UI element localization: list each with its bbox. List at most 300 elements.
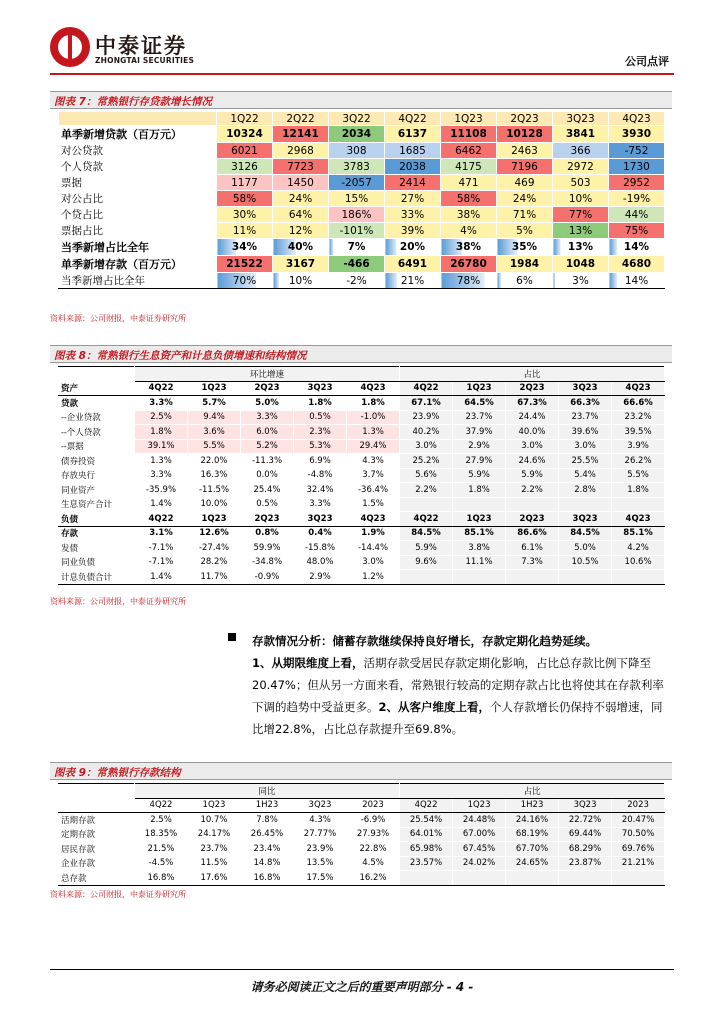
data-cell: 10.0% <box>188 497 241 512</box>
data-cell: 1685 <box>385 143 441 159</box>
row-label: 存放央行 <box>59 468 135 483</box>
data-cell: 7723 <box>273 159 329 175</box>
data-cell: 22.8% <box>347 842 400 857</box>
data-cell: 34% <box>217 239 273 256</box>
data-cell: 5.0% <box>241 396 294 411</box>
data-cell: 4Q22 <box>135 798 188 813</box>
data-cell: 67.00% <box>453 827 506 842</box>
row-label: 负债 <box>59 512 135 527</box>
data-cell: 10% <box>273 273 329 289</box>
data-cell: 469 <box>497 175 553 191</box>
data-cell: 3Q23 <box>294 381 347 396</box>
data-cell: -11.3% <box>241 454 294 469</box>
data-cell <box>506 570 559 585</box>
data-cell: 4Q23 <box>612 381 665 396</box>
data-cell: 4Q23 <box>347 381 400 396</box>
data-cell: 2034 <box>329 126 385 143</box>
data-cell: 20.47% <box>612 813 665 828</box>
data-cell: 58% <box>217 191 273 207</box>
data-cell: -0.9% <box>241 570 294 585</box>
data-cell: 6.9% <box>294 454 347 469</box>
data-cell: 3930 <box>609 126 665 143</box>
data-cell: 4Q22 <box>135 512 188 527</box>
data-cell: -752 <box>609 143 665 159</box>
data-cell: 85.1% <box>453 526 506 541</box>
data-cell: 16.2% <box>347 871 400 886</box>
table-row <box>59 126 665 143</box>
data-cell: -19% <box>609 191 665 207</box>
data-cell: 3Q23 <box>294 512 347 527</box>
data-cell: 2968 <box>273 143 329 159</box>
data-cell: 23.7% <box>188 842 241 857</box>
data-cell: 3.3% <box>241 410 294 425</box>
table-row <box>59 239 665 256</box>
data-cell: -7.1% <box>135 541 188 556</box>
data-cell: 86.6% <box>506 526 559 541</box>
data-cell: 26.2% <box>612 454 665 469</box>
group-right-header: 占比 <box>400 367 665 382</box>
table-row <box>59 223 665 239</box>
data-cell: 23.7% <box>453 410 506 425</box>
table-row <box>59 191 665 207</box>
data-cell: -6.9% <box>347 813 400 828</box>
data-cell: -466 <box>329 256 385 273</box>
table-row <box>59 396 665 411</box>
data-cell: 4.2% <box>612 541 665 556</box>
data-cell: 4175 <box>441 159 497 175</box>
data-cell: 66.3% <box>559 396 612 411</box>
row-label: 生息资产合计 <box>59 497 135 512</box>
data-cell: 21.21% <box>612 856 665 871</box>
data-cell: 33% <box>385 207 441 223</box>
data-cell: 3167 <box>273 256 329 273</box>
data-cell: 84.5% <box>559 526 612 541</box>
data-cell: 3.7% <box>347 468 400 483</box>
data-cell: 1H23 <box>506 798 559 813</box>
row-label: 单季新增存款（百万元） <box>59 256 217 273</box>
table-row <box>59 256 665 273</box>
data-cell: 3841 <box>553 126 609 143</box>
data-cell: 10324 <box>217 126 273 143</box>
data-cell: 77% <box>553 207 609 223</box>
data-cell: 7.8% <box>241 813 294 828</box>
analysis-point-2-heading: 2、从客户维度上看， <box>378 700 491 714</box>
data-cell: 30% <box>217 207 273 223</box>
data-cell: 23.7% <box>559 410 612 425</box>
data-cell <box>453 497 506 512</box>
data-cell: 5.9% <box>400 541 453 556</box>
table-row <box>59 425 665 440</box>
data-cell: 14.8% <box>241 856 294 871</box>
data-cell: 2.2% <box>506 483 559 498</box>
data-cell: 67.45% <box>453 842 506 857</box>
data-cell: 3.0% <box>400 439 453 454</box>
data-cell: 39.1% <box>135 439 188 454</box>
data-cell: 1984 <box>497 256 553 273</box>
data-cell: 23.2% <box>612 410 665 425</box>
data-cell: 6491 <box>385 256 441 273</box>
data-cell: 12141 <box>273 126 329 143</box>
data-cell <box>400 871 453 886</box>
data-cell: 366 <box>553 143 609 159</box>
data-cell: 7.3% <box>506 555 559 570</box>
data-cell: 64% <box>273 207 329 223</box>
table-header-row <box>59 112 665 126</box>
table-row <box>59 454 665 469</box>
data-cell: 2038 <box>385 159 441 175</box>
data-cell: 0.5% <box>241 497 294 512</box>
data-cell: 5.6% <box>400 468 453 483</box>
data-cell: 3.6% <box>188 425 241 440</box>
row-label: 发债 <box>59 541 135 556</box>
data-cell: 2023 <box>612 798 665 813</box>
table-row <box>59 468 665 483</box>
data-cell: 11.1% <box>453 555 506 570</box>
row-label: 个人贷款 <box>59 159 217 175</box>
data-cell: 16.8% <box>135 871 188 886</box>
data-cell: 5.3% <box>294 439 347 454</box>
column-header-row <box>59 798 665 813</box>
analysis-lead: 存款情况分析：储蓄存款继续保持良好增长，存款定期化趋势延续。 <box>252 634 597 648</box>
group-right-header: 占比 <box>400 784 665 799</box>
data-cell: 6.1% <box>506 541 559 556</box>
data-cell: 2Q23 <box>241 512 294 527</box>
data-cell: 14% <box>609 273 665 289</box>
data-cell: 17.6% <box>188 871 241 886</box>
data-cell: 4Q23 <box>612 512 665 527</box>
data-cell: 5.0% <box>559 541 612 556</box>
table-row <box>59 273 665 289</box>
data-cell: 2.5% <box>135 813 188 828</box>
data-cell: 4.5% <box>347 856 400 871</box>
table-row <box>59 827 665 842</box>
data-cell: 3Q23 <box>559 381 612 396</box>
asset-liability-structure-table <box>58 366 665 585</box>
analysis-point-1-heading: 1、从期限维度上看， <box>252 656 364 670</box>
data-cell: 0.0% <box>241 468 294 483</box>
data-cell: 4.3% <box>347 454 400 469</box>
row-label: --个人贷款 <box>59 425 135 440</box>
data-cell: 2972 <box>553 159 609 175</box>
data-cell: 1.8% <box>453 483 506 498</box>
data-cell: 2Q23 <box>506 512 559 527</box>
data-cell: 66.6% <box>612 396 665 411</box>
data-cell: -2057 <box>329 175 385 191</box>
column-header: 1Q22 <box>217 112 273 126</box>
data-cell: 3.0% <box>506 439 559 454</box>
data-cell: 24.48% <box>453 813 506 828</box>
row-label: 计息负债合计 <box>59 570 135 585</box>
figure-8-title: 图表 8：常熟银行生息资产和计息负债增速和结构情况 <box>50 345 672 363</box>
table-row <box>59 497 665 512</box>
data-cell: 40.2% <box>400 425 453 440</box>
data-cell <box>559 497 612 512</box>
table-row <box>59 813 665 828</box>
data-cell: 27.93% <box>347 827 400 842</box>
group-header-row <box>59 784 665 799</box>
data-cell: 1Q23 <box>188 798 241 813</box>
data-cell: 9.6% <box>400 555 453 570</box>
figure-9-source: 资料来源：公司财报，中泰证券研究所 <box>50 890 186 899</box>
row-label: 企业存款 <box>59 856 135 871</box>
data-cell: 22.0% <box>188 454 241 469</box>
data-cell: 2.2% <box>400 483 453 498</box>
data-cell: 44% <box>609 207 665 223</box>
document-type-label: 公司点评 <box>625 55 669 68</box>
figure-7-source: 资料来源：公司财报，中泰证券研究所 <box>50 314 186 323</box>
row-label: 个贷占比 <box>59 207 217 223</box>
data-cell: 6021 <box>217 143 273 159</box>
data-cell <box>612 871 665 886</box>
data-cell: 64.5% <box>453 396 506 411</box>
data-cell: 10128 <box>497 126 553 143</box>
asset-header-row <box>59 381 665 396</box>
data-cell: 20% <box>385 239 441 256</box>
data-cell: 1.3% <box>347 425 400 440</box>
column-header: 1Q23 <box>441 112 497 126</box>
data-cell: 1.8% <box>294 396 347 411</box>
data-cell: 58% <box>441 191 497 207</box>
data-cell: 4% <box>441 223 497 239</box>
row-label: 单季新增贷款（百万元） <box>59 126 217 143</box>
data-cell: 4Q22 <box>400 798 453 813</box>
data-cell: 9.4% <box>188 410 241 425</box>
data-cell <box>400 570 453 585</box>
group-left-header: 同比 <box>135 784 400 799</box>
data-cell: 68.19% <box>506 827 559 842</box>
data-cell: 1.5% <box>347 497 400 512</box>
column-header: 3Q22 <box>329 112 385 126</box>
data-cell: 21.5% <box>135 842 188 857</box>
data-cell: 1.4% <box>135 570 188 585</box>
data-cell: 25.4% <box>241 483 294 498</box>
data-cell: 3.0% <box>559 439 612 454</box>
data-cell: 84.5% <box>400 526 453 541</box>
data-cell: 78% <box>441 273 497 289</box>
table-row <box>59 541 665 556</box>
company-logo <box>50 27 230 71</box>
logo-chinese-name: 中泰证券 <box>95 34 187 58</box>
data-cell: 59.9% <box>241 541 294 556</box>
data-cell: 15% <box>329 191 385 207</box>
figure-7-title: 图表 7：常熟银行存贷款增长情况 <box>50 91 672 109</box>
data-cell: 2.8% <box>559 483 612 498</box>
column-header: 4Q22 <box>385 112 441 126</box>
header-blank <box>59 112 217 126</box>
loan-deposit-growth-table <box>58 111 665 289</box>
data-cell <box>453 570 506 585</box>
data-cell: 3.3% <box>135 396 188 411</box>
data-cell: 1.2% <box>347 570 400 585</box>
data-cell: -15.8% <box>294 541 347 556</box>
data-cell: 67.3% <box>506 396 559 411</box>
data-cell: 25.2% <box>400 454 453 469</box>
zhongtai-logo-icon <box>50 27 90 67</box>
row-label: 对公贷款 <box>59 143 217 159</box>
data-cell: 2Q23 <box>506 381 559 396</box>
logo-english-name: ZHONGTAI SECURITIES <box>95 56 195 65</box>
data-cell: 10% <box>553 191 609 207</box>
data-cell: 48.0% <box>294 555 347 570</box>
row-label: 贷款 <box>59 396 135 411</box>
data-cell: 5.2% <box>241 439 294 454</box>
data-cell: 4.3% <box>294 813 347 828</box>
data-cell: -11.5% <box>188 483 241 498</box>
data-cell: 3.3% <box>135 468 188 483</box>
data-cell: 1Q23 <box>453 512 506 527</box>
row-label: 同业资产 <box>59 483 135 498</box>
data-cell: 24.6% <box>506 454 559 469</box>
data-cell: 5.9% <box>506 468 559 483</box>
data-cell: 5.5% <box>188 439 241 454</box>
data-cell: -1.0% <box>347 410 400 425</box>
row-label: 存款 <box>59 526 135 541</box>
column-header: 2Q22 <box>273 112 329 126</box>
table-row <box>59 570 665 585</box>
header-divider <box>50 73 674 75</box>
row-label: 对公占比 <box>59 191 217 207</box>
data-cell: 11108 <box>441 126 497 143</box>
data-cell: 28.2% <box>188 555 241 570</box>
data-cell: 5.9% <box>453 468 506 483</box>
data-cell: 5% <box>497 223 553 239</box>
data-cell: 2414 <box>385 175 441 191</box>
data-cell: -2% <box>329 273 385 289</box>
data-cell: 4Q23 <box>347 512 400 527</box>
data-cell: 1.3% <box>135 454 188 469</box>
data-cell: 68.29% <box>559 842 612 857</box>
data-cell: 3.8% <box>453 541 506 556</box>
data-cell: 6137 <box>385 126 441 143</box>
data-cell: -14.4% <box>347 541 400 556</box>
data-cell <box>453 871 506 886</box>
data-cell: 14% <box>609 239 665 256</box>
data-cell: 23.4% <box>241 842 294 857</box>
data-cell: 18.35% <box>135 827 188 842</box>
data-cell: 67.70% <box>506 842 559 857</box>
row-label: 定期存款 <box>59 827 135 842</box>
data-cell: 38% <box>441 207 497 223</box>
table-row <box>59 175 665 191</box>
figure-8-source: 资料来源：公司财报，中泰证券研究所 <box>50 597 186 606</box>
data-cell: 27.9% <box>453 454 506 469</box>
data-cell: -101% <box>329 223 385 239</box>
data-cell: 7% <box>329 239 385 256</box>
data-cell: 1.8% <box>612 483 665 498</box>
data-cell: 308 <box>329 143 385 159</box>
data-cell: 26780 <box>441 256 497 273</box>
data-cell: 27.77% <box>294 827 347 842</box>
data-cell: 38% <box>441 239 497 256</box>
data-cell: 1450 <box>273 175 329 191</box>
data-cell: 3.3% <box>294 497 347 512</box>
table-row <box>59 555 665 570</box>
liability-header-row <box>59 512 665 527</box>
data-cell: -4.5% <box>135 856 188 871</box>
data-cell: 2.9% <box>453 439 506 454</box>
data-cell: 1Q23 <box>188 512 241 527</box>
data-cell: -4.8% <box>294 468 347 483</box>
column-header: 3Q23 <box>553 112 609 126</box>
row-label: 债券投资 <box>59 454 135 469</box>
data-cell: 1.8% <box>135 425 188 440</box>
data-cell: 24% <box>273 191 329 207</box>
data-cell: -34.8% <box>241 555 294 570</box>
group-left-header: 环比增速 <box>135 367 400 382</box>
data-cell: 1Q23 <box>188 381 241 396</box>
data-cell <box>612 570 665 585</box>
data-cell: 39.6% <box>559 425 612 440</box>
data-cell: 1048 <box>553 256 609 273</box>
data-cell: 186% <box>329 207 385 223</box>
footer-divider <box>50 969 674 970</box>
table-row <box>59 410 665 425</box>
data-cell: 4Q22 <box>135 381 188 396</box>
data-cell: 24.65% <box>506 856 559 871</box>
data-cell: 2Q23 <box>241 381 294 396</box>
data-cell: 3Q23 <box>559 512 612 527</box>
table-row <box>59 842 665 857</box>
data-cell: 40.0% <box>506 425 559 440</box>
analysis-point-1-text: 活期存款受居民存款定期化影响，占比总存款比例下降至20.47%；但从另一方面来看，常熟银行较高的定期存款占比也将使其在存款利率下调的趋势中受益更多。 <box>252 656 664 714</box>
group-blank <box>59 784 135 799</box>
data-cell: 1.9% <box>347 526 400 541</box>
row-label: --票据 <box>59 439 135 454</box>
data-cell: 85.1% <box>612 526 665 541</box>
data-cell: 4680 <box>609 256 665 273</box>
data-cell: 6462 <box>441 143 497 159</box>
group-blank <box>59 367 135 382</box>
data-cell <box>506 871 559 886</box>
data-cell: 70.50% <box>612 827 665 842</box>
row-label: 总存款 <box>59 871 135 886</box>
data-cell: -35.9% <box>135 483 188 498</box>
figure-9-title: 图表 9：常熟银行存款结构 <box>50 762 672 780</box>
data-cell: 16.3% <box>188 468 241 483</box>
row-label: 票据占比 <box>59 223 217 239</box>
data-cell: 25.54% <box>400 813 453 828</box>
data-cell: 12% <box>273 223 329 239</box>
data-cell: 12.6% <box>188 526 241 541</box>
data-cell: 23.57% <box>400 856 453 871</box>
data-cell: 3126 <box>217 159 273 175</box>
data-cell: 3Q23 <box>294 798 347 813</box>
data-cell: 10.6% <box>612 555 665 570</box>
data-cell: 1Q23 <box>453 381 506 396</box>
data-cell: 503 <box>553 175 609 191</box>
data-cell: 0.8% <box>241 526 294 541</box>
group-header-row <box>59 367 665 382</box>
data-cell: 32.4% <box>294 483 347 498</box>
data-cell: 37.9% <box>453 425 506 440</box>
deposit-analysis-paragraph <box>252 630 666 740</box>
data-cell: 69.44% <box>559 827 612 842</box>
row-label: 居民存款 <box>59 842 135 857</box>
data-cell: 4Q22 <box>400 512 453 527</box>
data-cell: 3783 <box>329 159 385 175</box>
data-cell <box>506 497 559 512</box>
data-cell: 1Q23 <box>453 798 506 813</box>
table-row <box>59 159 665 175</box>
data-cell: 6.0% <box>241 425 294 440</box>
data-cell: 2952 <box>609 175 665 191</box>
row-label: 活期存款 <box>59 813 135 828</box>
data-cell: 5.5% <box>612 468 665 483</box>
data-cell: 23.87% <box>559 856 612 871</box>
data-cell: 2463 <box>497 143 553 159</box>
data-cell: 13.5% <box>294 856 347 871</box>
row-label <box>59 798 135 813</box>
